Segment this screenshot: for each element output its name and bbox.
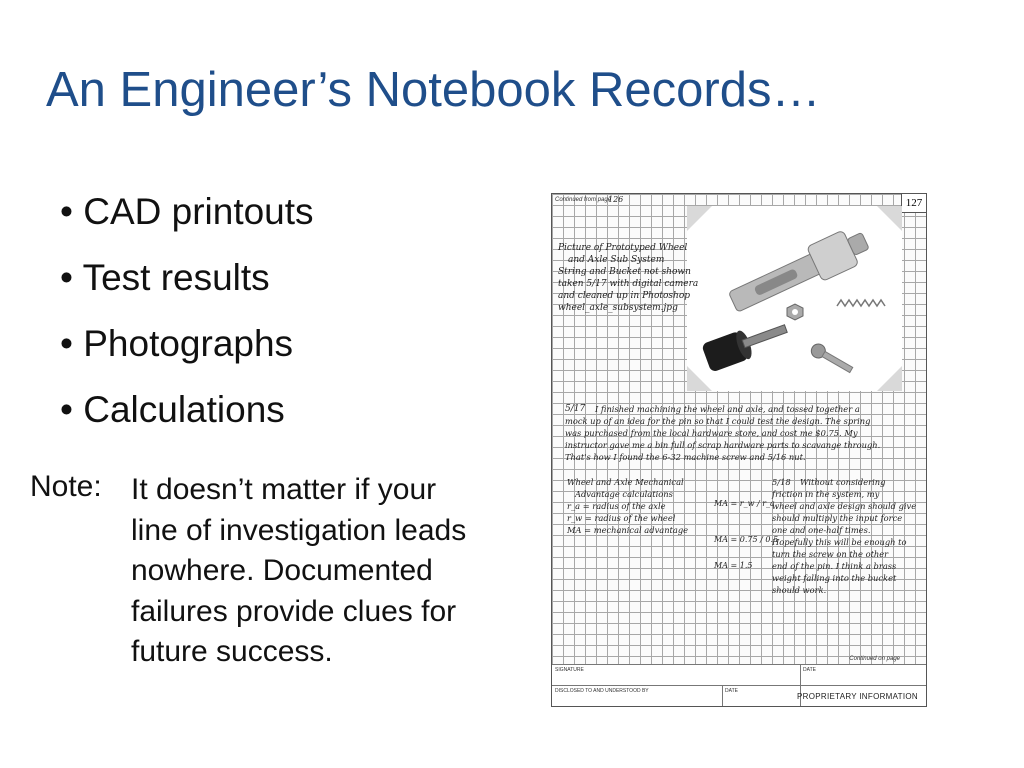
bullet-item: • Calculations bbox=[60, 389, 285, 430]
bullet-item: • Photographs bbox=[60, 323, 294, 364]
continued-on-label: Continued on page bbox=[849, 656, 900, 662]
note-text bbox=[131, 470, 521, 673]
entry-date: 5/17 bbox=[565, 404, 586, 414]
bullet-list bbox=[60, 188, 314, 452]
note-line: future success. bbox=[131, 635, 333, 668]
proprietary-label: PROPRIETARY INFORMATION bbox=[797, 692, 918, 701]
page-number: 127 bbox=[901, 194, 926, 213]
continued-from-label: Continued from page bbox=[555, 197, 612, 203]
notebook-footer bbox=[552, 664, 926, 707]
date-label-2: DATE bbox=[725, 688, 738, 694]
note-line: It doesn’t matter if your bbox=[131, 473, 437, 506]
calc-mid: MA = r_w / r_a MA = 0.75 / 0.5 MA = 1.5 bbox=[714, 499, 779, 570]
note-label: Note: bbox=[30, 470, 102, 503]
continued-from-value: 126 bbox=[608, 195, 624, 204]
disclosed-label: DISCLOSED TO AND UNDERSTOOD BY bbox=[555, 688, 649, 694]
calc-left: Wheel and Axle Mechanical Advantage calculations r_a = radius of the axle r_w = radius of the wheel MA = mechanical advantage bbox=[567, 477, 689, 535]
signature-label: SIGNATURE bbox=[555, 667, 584, 673]
note-line: line of investigation leads bbox=[131, 513, 467, 547]
date-label: DATE bbox=[803, 667, 816, 673]
bullet-item: • CAD printouts bbox=[60, 191, 314, 232]
photo-caption: Picture of Prototyped Wheel and Axle Sub System String and Bucket not shown taken 5/17 with digital camera and cleaned up in Photoshop wheel_axle_subsystem.jpg bbox=[558, 243, 699, 313]
right-date: 5/18 bbox=[772, 477, 791, 487]
note-line: nowhere. Documented bbox=[131, 554, 433, 587]
bullet-item: • Test results bbox=[60, 257, 270, 298]
prototype-photo bbox=[667, 196, 912, 396]
entry-text: I finished machining the wheel and axle, and tossed together a mock up of an idea for the pin so that I could test the design. The spring was purchased from the local hardware store, and cost me $0.75. My instructor gave me a bin full of scrap hardware parts to scavange through. That's how I found the 6-32 machine screw and 5/16 nut. bbox=[565, 404, 881, 462]
right-text: Without considering friction in the system, my wheel and axle design should give should multiply the input force one and one-half times. Hopefully this will be enough to turn the screw on the other end of the pin. I think a brass weight falling into the bucket should work. bbox=[772, 477, 917, 595]
note-line: failures provide clues for bbox=[131, 594, 457, 628]
notebook-page-image bbox=[551, 193, 927, 707]
slide-title: An Engineer’s Notebook Records… bbox=[46, 63, 821, 117]
